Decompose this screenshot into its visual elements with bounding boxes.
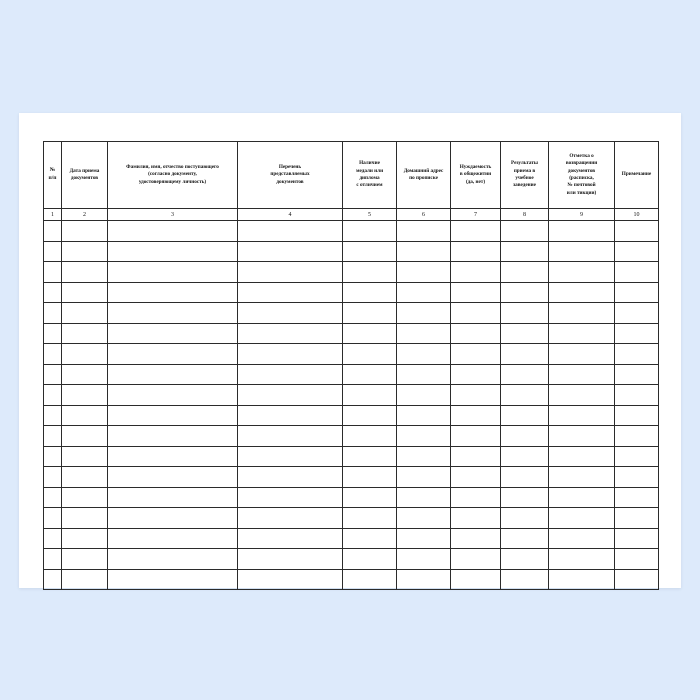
table-cell[interactable]	[615, 446, 659, 467]
table-cell[interactable]	[615, 487, 659, 508]
table-cell[interactable]	[108, 241, 238, 262]
table-cell[interactable]	[44, 282, 62, 303]
table-cell[interactable]	[501, 508, 549, 529]
table-cell[interactable]	[238, 426, 343, 447]
column-number-cell: 2	[62, 209, 108, 221]
table-cell[interactable]	[62, 508, 108, 529]
column-number-cell: 6	[397, 209, 451, 221]
column-number-cell: 1	[44, 209, 62, 221]
table-cell[interactable]	[44, 364, 62, 385]
table-cell[interactable]	[397, 303, 451, 324]
table-cell[interactable]	[343, 508, 397, 529]
header-line: Наличие	[359, 160, 380, 167]
table-cell[interactable]	[62, 241, 108, 262]
table-cell[interactable]	[44, 385, 62, 406]
table-cell[interactable]	[238, 446, 343, 467]
column-header-note	[615, 142, 659, 209]
header-line: Фамилия, имя, отчество поступающего	[126, 163, 219, 170]
header-line: Нуждаемость	[459, 163, 492, 170]
table-cell[interactable]	[108, 323, 238, 344]
table-cell[interactable]	[238, 385, 343, 406]
header-line: №	[49, 167, 56, 174]
table-row[interactable]	[44, 344, 659, 365]
table-cell[interactable]	[451, 508, 501, 529]
table-cell[interactable]	[238, 221, 343, 242]
table-cell[interactable]	[549, 549, 615, 570]
table-cell[interactable]	[343, 221, 397, 242]
header-line: Примечание	[621, 171, 652, 178]
header-line: заведение	[513, 182, 536, 189]
table-cell[interactable]	[108, 446, 238, 467]
table-cell[interactable]	[501, 487, 549, 508]
table-cell[interactable]	[501, 467, 549, 488]
table-cell[interactable]	[238, 262, 343, 283]
table-cell[interactable]	[108, 282, 238, 303]
table-cell[interactable]	[615, 303, 659, 324]
table-cell[interactable]	[44, 303, 62, 324]
table-cell[interactable]	[549, 282, 615, 303]
column-header-number	[44, 142, 62, 209]
column-header-address	[397, 142, 451, 209]
header-line: Домашний адрес	[403, 167, 444, 174]
table-cell[interactable]	[615, 405, 659, 426]
table-cell[interactable]	[549, 221, 615, 242]
table-cell[interactable]	[343, 303, 397, 324]
table-cell[interactable]	[238, 282, 343, 303]
table-cell[interactable]	[62, 323, 108, 344]
table-cell[interactable]	[549, 487, 615, 508]
table-row[interactable]	[44, 282, 659, 303]
table-cell[interactable]	[62, 303, 108, 324]
header-line: № почтовой	[567, 182, 596, 189]
table-cell[interactable]	[238, 405, 343, 426]
table-cell[interactable]	[343, 405, 397, 426]
table-cell[interactable]	[238, 241, 343, 262]
table-cell[interactable]	[451, 467, 501, 488]
header-line: или тикции)	[566, 189, 597, 196]
table-cell[interactable]	[108, 221, 238, 242]
table-cell[interactable]	[549, 262, 615, 283]
header-line: диплома	[359, 175, 380, 181]
registration-table-wrapper	[43, 141, 658, 590]
table-row[interactable]	[44, 508, 659, 529]
table-cell[interactable]	[501, 426, 549, 447]
table-cell[interactable]	[108, 528, 238, 549]
header-line: представляемых	[270, 171, 310, 178]
table-cell[interactable]	[397, 426, 451, 447]
table-cell[interactable]	[397, 221, 451, 242]
table-cell[interactable]	[343, 569, 397, 590]
table-cell[interactable]	[397, 262, 451, 283]
table-cell[interactable]	[62, 446, 108, 467]
header-line: удостоверяющему личность)	[138, 178, 207, 185]
table-cell[interactable]	[549, 303, 615, 324]
table-cell[interactable]	[501, 528, 549, 549]
table-cell[interactable]	[343, 467, 397, 488]
table-row[interactable]	[44, 467, 659, 488]
table-cell[interactable]	[62, 344, 108, 365]
table-cell[interactable]	[451, 549, 501, 570]
column-header-date	[62, 142, 108, 209]
table-cell[interactable]	[549, 446, 615, 467]
table-cell[interactable]	[108, 549, 238, 570]
table-cell[interactable]	[451, 405, 501, 426]
table-cell[interactable]	[549, 241, 615, 262]
table-cell[interactable]	[615, 426, 659, 447]
table-cell[interactable]	[44, 262, 62, 283]
table-cell[interactable]	[397, 467, 451, 488]
header-line: учебное	[515, 175, 534, 181]
table-cell[interactable]	[62, 426, 108, 447]
column-number-cell: 9	[549, 209, 615, 221]
table-cell[interactable]	[397, 241, 451, 262]
table-cell[interactable]	[615, 282, 659, 303]
table-cell[interactable]	[549, 508, 615, 529]
table-cell[interactable]	[615, 385, 659, 406]
table-cell[interactable]	[44, 569, 62, 590]
table-row[interactable]	[44, 426, 659, 447]
column-number-cell: 3	[108, 209, 238, 221]
table-cell[interactable]	[549, 385, 615, 406]
column-number-cell: 7	[451, 209, 501, 221]
table-cell[interactable]	[108, 508, 238, 529]
table-cell[interactable]	[108, 487, 238, 508]
table-cell[interactable]	[501, 303, 549, 324]
table-cell[interactable]	[549, 405, 615, 426]
table-cell[interactable]	[343, 528, 397, 549]
table-cell[interactable]	[343, 385, 397, 406]
table-cell[interactable]	[62, 262, 108, 283]
table-cell[interactable]	[44, 467, 62, 488]
table-cell[interactable]	[549, 344, 615, 365]
table-cell[interactable]	[501, 385, 549, 406]
table-cell[interactable]	[62, 549, 108, 570]
table-cell[interactable]	[501, 262, 549, 283]
column-header-fullname	[108, 142, 238, 209]
table-cell[interactable]	[343, 364, 397, 385]
column-number-row	[44, 209, 659, 221]
table-row[interactable]	[44, 241, 659, 262]
table-cell[interactable]	[501, 364, 549, 385]
table-cell[interactable]	[343, 446, 397, 467]
table-cell[interactable]	[615, 323, 659, 344]
table-cell[interactable]	[549, 426, 615, 447]
table-cell[interactable]	[44, 508, 62, 529]
table-cell[interactable]	[501, 241, 549, 262]
header-line: медали или	[355, 167, 384, 174]
table-cell[interactable]	[397, 364, 451, 385]
table-cell[interactable]	[451, 446, 501, 467]
column-header-medal	[343, 142, 397, 209]
table-cell[interactable]	[44, 344, 62, 365]
table-cell[interactable]	[238, 487, 343, 508]
table-cell[interactable]	[44, 549, 62, 570]
table-cell[interactable]	[451, 364, 501, 385]
table-cell[interactable]	[44, 528, 62, 549]
table-cell[interactable]	[62, 405, 108, 426]
table-row[interactable]	[44, 446, 659, 467]
header-line: в общежитии	[459, 171, 492, 178]
table-cell[interactable]	[501, 344, 549, 365]
header-line: приема в	[513, 167, 536, 174]
table-cell[interactable]	[549, 467, 615, 488]
table-cell[interactable]	[615, 221, 659, 242]
table-row[interactable]	[44, 528, 659, 549]
table-cell[interactable]	[615, 549, 659, 570]
table-row[interactable]	[44, 549, 659, 570]
table-cell[interactable]	[451, 569, 501, 590]
table-cell[interactable]	[549, 364, 615, 385]
table-body	[44, 209, 659, 590]
table-row[interactable]	[44, 405, 659, 426]
table-cell[interactable]	[108, 303, 238, 324]
table-cell[interactable]	[108, 405, 238, 426]
table-cell[interactable]	[549, 323, 615, 344]
table-cell[interactable]	[451, 262, 501, 283]
table-cell[interactable]	[343, 282, 397, 303]
table-row[interactable]	[44, 323, 659, 344]
table-cell[interactable]	[62, 569, 108, 590]
table-row[interactable]	[44, 569, 659, 590]
table-cell[interactable]	[238, 569, 343, 590]
table-cell[interactable]	[397, 508, 451, 529]
header-line: п/п	[48, 175, 57, 181]
header-line: (согласно документу,	[148, 171, 197, 178]
table-cell[interactable]	[108, 385, 238, 406]
table-cell[interactable]	[62, 467, 108, 488]
table-cell[interactable]	[501, 446, 549, 467]
table-cell[interactable]	[615, 467, 659, 488]
table-cell[interactable]	[108, 569, 238, 590]
table-cell[interactable]	[451, 426, 501, 447]
header-line: Дата приема	[69, 167, 100, 174]
table-cell[interactable]	[501, 282, 549, 303]
table-cell[interactable]	[549, 569, 615, 590]
table-cell[interactable]	[108, 467, 238, 488]
column-number-cell: 10	[615, 209, 659, 221]
table-cell[interactable]	[62, 487, 108, 508]
table-cell[interactable]	[238, 467, 343, 488]
table-cell[interactable]	[549, 528, 615, 549]
table-cell[interactable]	[238, 364, 343, 385]
registration-table	[43, 141, 659, 590]
document-sheet	[19, 113, 681, 588]
table-cell[interactable]	[238, 303, 343, 324]
column-number-cell: 4	[238, 209, 343, 221]
table-cell[interactable]	[397, 323, 451, 344]
table-cell[interactable]	[451, 344, 501, 365]
table-cell[interactable]	[44, 446, 62, 467]
table-cell[interactable]	[501, 323, 549, 344]
table-row[interactable]	[44, 303, 659, 324]
header-row	[44, 142, 659, 209]
table-cell[interactable]	[501, 405, 549, 426]
header-line: возвращении	[565, 160, 598, 167]
table-cell[interactable]	[615, 528, 659, 549]
table-cell[interactable]	[501, 549, 549, 570]
table-cell[interactable]	[108, 364, 238, 385]
column-header-dormitory	[451, 142, 501, 209]
table-cell[interactable]	[615, 364, 659, 385]
table-cell[interactable]	[62, 364, 108, 385]
table-cell[interactable]	[343, 241, 397, 262]
table-cell[interactable]	[451, 528, 501, 549]
header-line: Результаты	[511, 160, 538, 167]
table-cell[interactable]	[238, 549, 343, 570]
table-cell[interactable]	[343, 323, 397, 344]
column-number-cell: 5	[343, 209, 397, 221]
table-cell[interactable]	[397, 528, 451, 549]
table-cell[interactable]	[451, 241, 501, 262]
table-cell[interactable]	[44, 241, 62, 262]
table-cell[interactable]	[615, 262, 659, 283]
header-line: документов	[276, 178, 304, 185]
table-cell[interactable]	[397, 446, 451, 467]
table-cell[interactable]	[451, 385, 501, 406]
table-cell[interactable]	[397, 385, 451, 406]
table-cell[interactable]	[343, 426, 397, 447]
table-cell[interactable]	[238, 344, 343, 365]
table-cell[interactable]	[501, 569, 549, 590]
table-cell[interactable]	[397, 549, 451, 570]
table-cell[interactable]	[108, 426, 238, 447]
header-line: (расписка,	[569, 175, 594, 181]
header-line: (да, нет)	[465, 178, 486, 185]
table-cell[interactable]	[62, 282, 108, 303]
column-header-admission-result	[501, 142, 549, 209]
table-cell[interactable]	[615, 569, 659, 590]
table-row[interactable]	[44, 364, 659, 385]
header-line: Отметка о	[569, 152, 594, 159]
table-cell[interactable]	[44, 323, 62, 344]
table-cell[interactable]	[615, 241, 659, 262]
table-cell[interactable]	[343, 487, 397, 508]
table-cell[interactable]	[451, 487, 501, 508]
table-cell[interactable]	[343, 262, 397, 283]
table-cell[interactable]	[501, 221, 549, 242]
table-cell[interactable]	[44, 221, 62, 242]
column-header-documents-list	[238, 142, 343, 209]
table-cell[interactable]	[397, 344, 451, 365]
table-cell[interactable]	[238, 323, 343, 344]
table-cell[interactable]	[397, 405, 451, 426]
header-line: по прописке	[409, 175, 438, 181]
table-cell[interactable]	[44, 426, 62, 447]
table-row[interactable]	[44, 221, 659, 242]
table-cell[interactable]	[397, 569, 451, 590]
table-cell[interactable]	[397, 487, 451, 508]
table-cell[interactable]	[615, 508, 659, 529]
table-cell[interactable]	[451, 303, 501, 324]
table-cell[interactable]	[238, 528, 343, 549]
table-cell[interactable]	[62, 385, 108, 406]
header-line: документов	[567, 167, 596, 174]
table-row[interactable]	[44, 262, 659, 283]
table-cell[interactable]	[44, 487, 62, 508]
table-cell[interactable]	[451, 282, 501, 303]
table-cell[interactable]	[108, 262, 238, 283]
table-cell[interactable]	[397, 282, 451, 303]
table-header	[44, 142, 659, 209]
table-cell[interactable]	[343, 549, 397, 570]
table-row[interactable]	[44, 487, 659, 508]
table-cell[interactable]	[451, 221, 501, 242]
table-cell[interactable]	[44, 405, 62, 426]
header-line: Перечень	[278, 163, 302, 170]
column-number-cell: 8	[501, 209, 549, 221]
table-row[interactable]	[44, 385, 659, 406]
table-cell[interactable]	[238, 508, 343, 529]
table-cell[interactable]	[108, 344, 238, 365]
table-cell[interactable]	[343, 344, 397, 365]
table-cell[interactable]	[451, 323, 501, 344]
column-header-return-mark	[549, 142, 615, 209]
header-line: документов	[70, 175, 99, 181]
table-cell[interactable]	[62, 528, 108, 549]
table-cell[interactable]	[615, 344, 659, 365]
header-line: с отличием	[356, 182, 383, 189]
table-cell[interactable]	[62, 221, 108, 242]
